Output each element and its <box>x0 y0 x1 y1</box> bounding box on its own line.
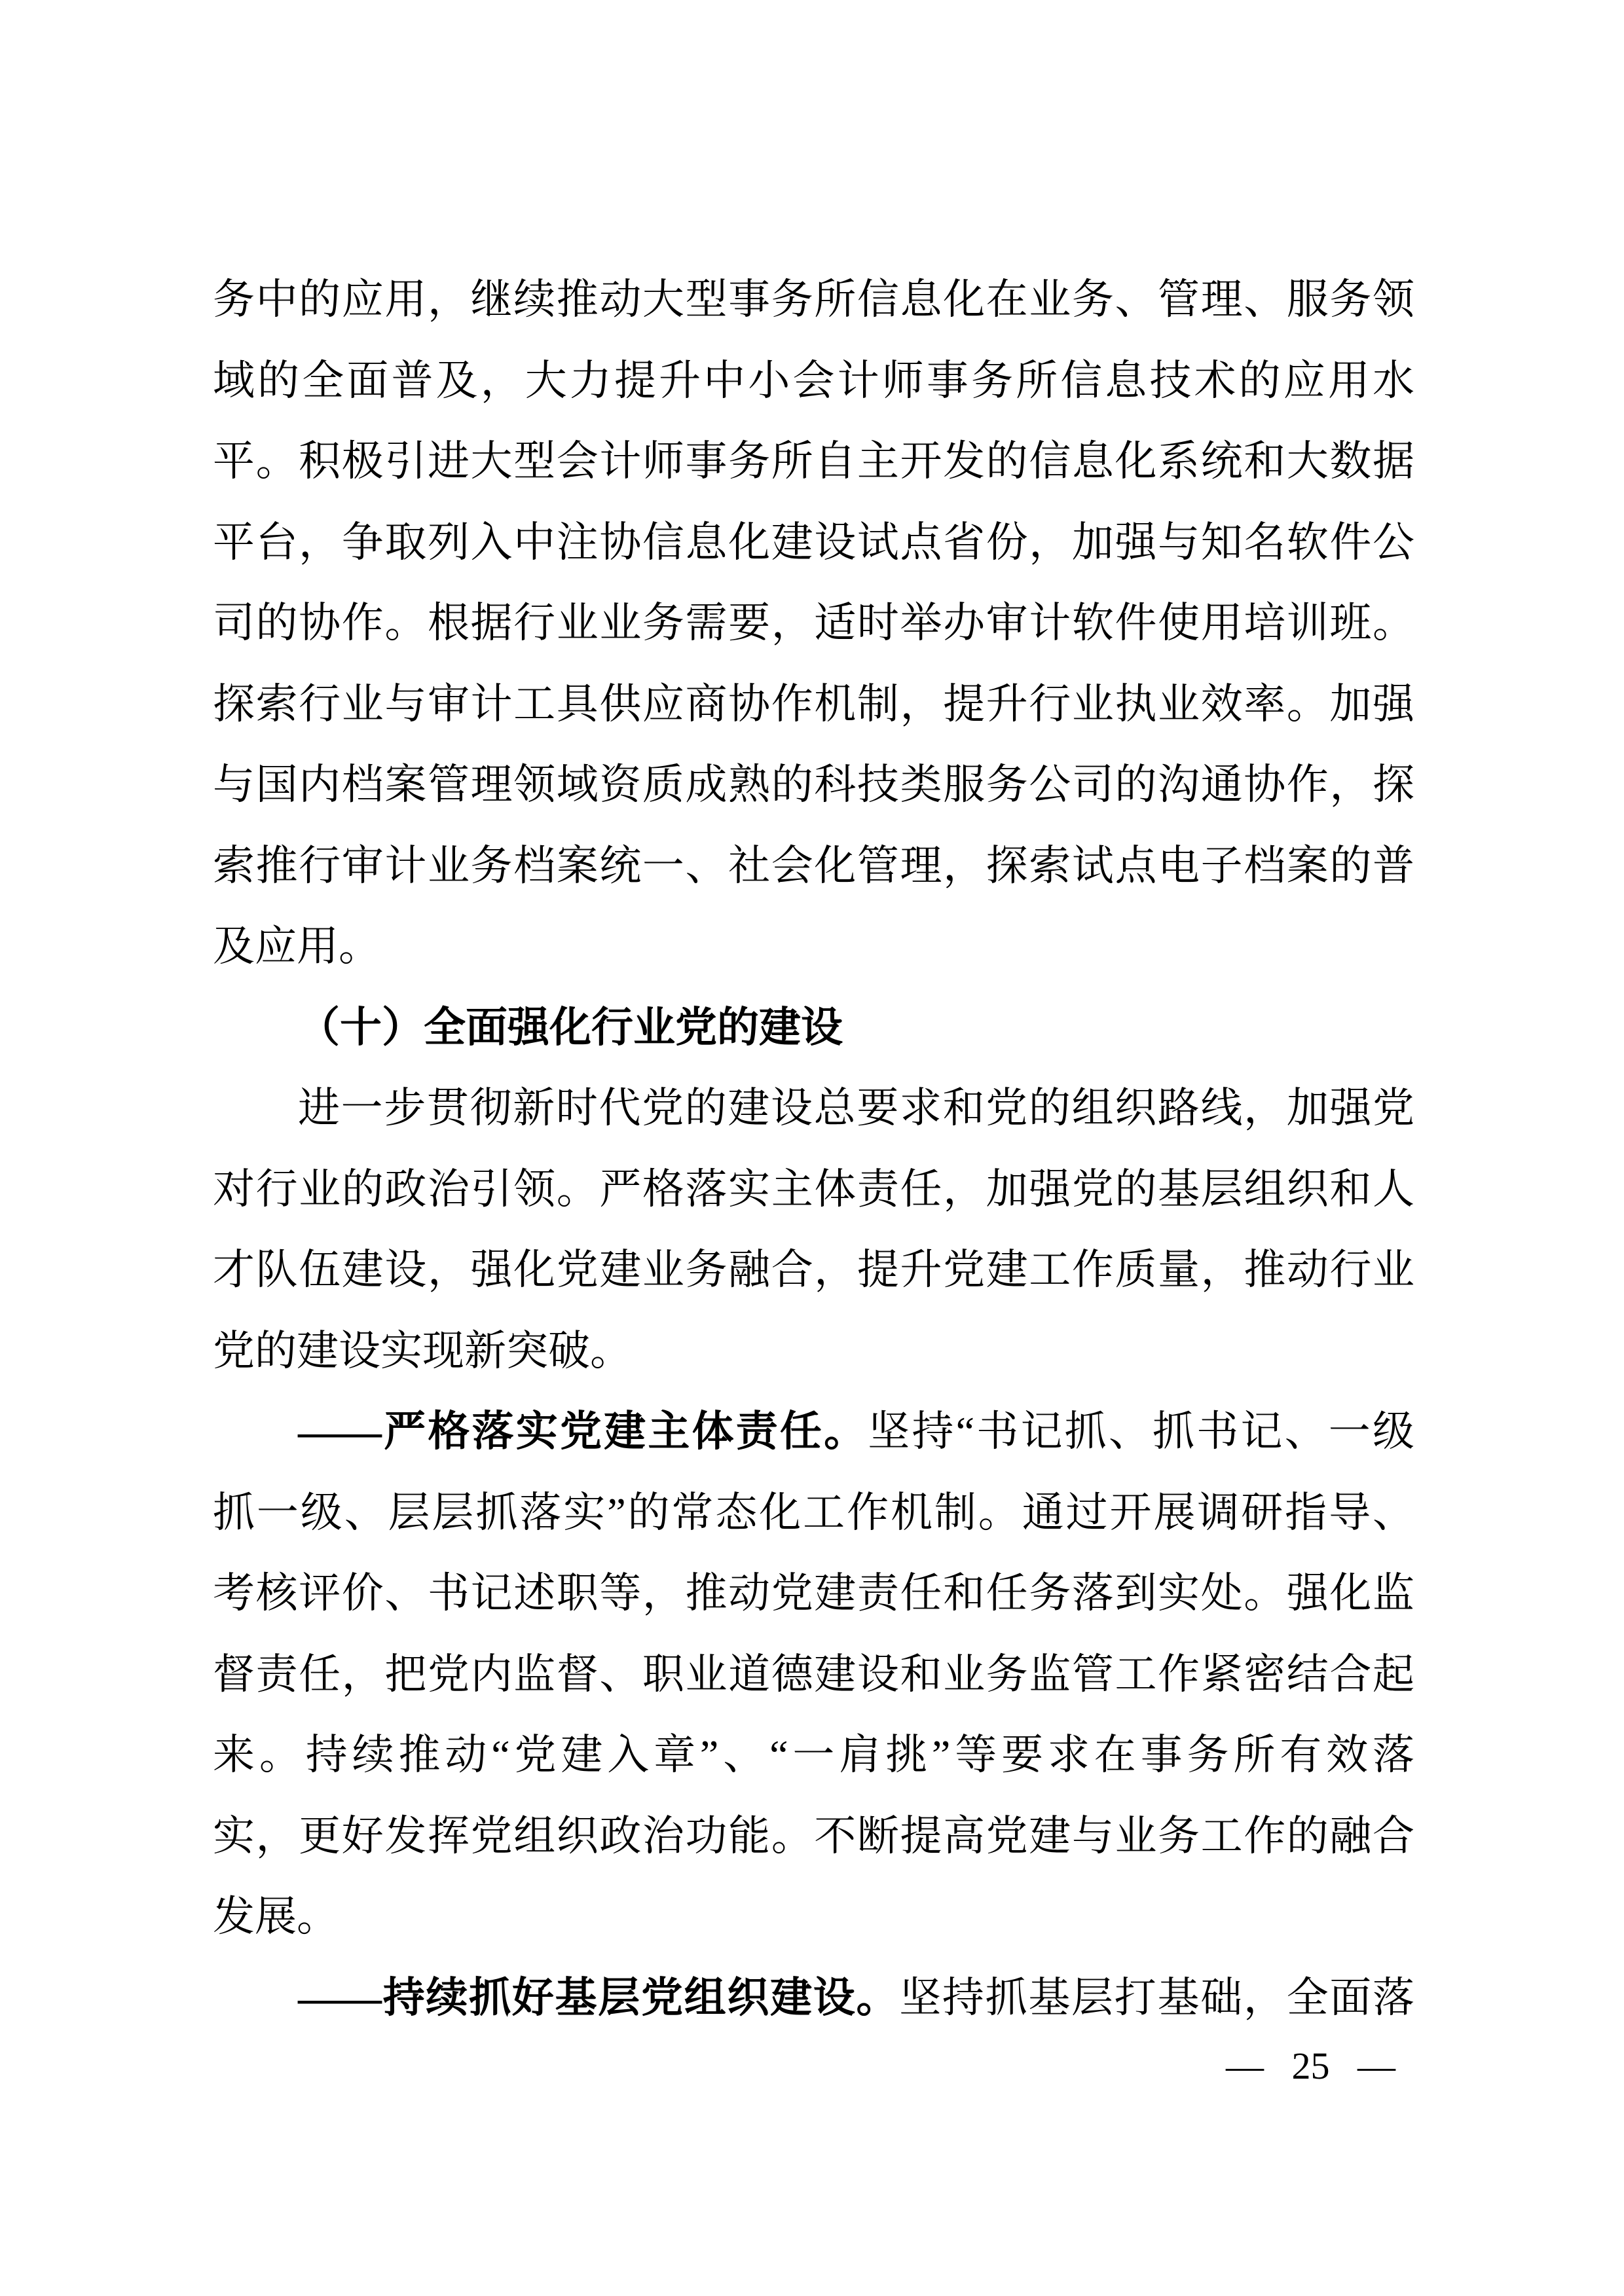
text-segment: 来。持续推动“党建入章”、“一肩挑”等要求在事务所有效落 <box>213 1732 1414 1778</box>
text-segment: 平台，争取列入中注协信息化建设试点省份，加强与知名软件公 <box>213 519 1414 566</box>
page-number: — 25 — <box>1226 2045 1395 2087</box>
text-line <box>213 421 1414 502</box>
document-body <box>213 259 1414 2038</box>
text-line <box>213 1796 1414 1877</box>
text-line <box>213 1634 1414 1715</box>
text-line <box>213 1553 1414 1634</box>
text-line <box>213 259 1414 340</box>
text-line <box>213 744 1414 826</box>
text-segment: 抓一级、层层抓落实”的常态化工作机制。通过开展调研指导、 <box>213 1489 1414 1536</box>
text-segment: 探索行业与审计工具供应商协作机制，提升行业执业效率。加强 <box>213 680 1414 727</box>
text-segment: 发展。 <box>213 1893 339 1940</box>
text-segment: 督责任，把党内监督、职业道德建设和业务监管工作紧密结合起 <box>213 1650 1414 1698</box>
text-segment: 索推行审计业务档案统一、社会化管理，探索试点电子档案的普 <box>213 842 1414 889</box>
text-line <box>213 1391 1414 1472</box>
text-segment: 与国内档案管理领域资质成熟的科技类服务公司的沟通协作，探 <box>213 761 1414 808</box>
text-line <box>213 987 1414 1068</box>
text-line <box>213 340 1414 422</box>
text-line <box>213 1472 1414 1554</box>
text-segment: 务中的应用，继续推动大型事务所信息化在业务、管理、服务领 <box>213 276 1414 323</box>
text-line <box>213 906 1414 987</box>
bold-text-segment: ——严格落实党建主体责任。 <box>298 1408 868 1455</box>
text-segment: 域的全面普及，大力提升中小会计师事务所信息技术的应用水 <box>213 357 1414 404</box>
text-line <box>213 583 1414 664</box>
text-segment: 平。积极引进大型会计师事务所自主开发的信息化系统和大数据 <box>213 438 1414 484</box>
text-segment: 及应用。 <box>213 923 380 970</box>
text-segment: 对行业的政治引领。严格落实主体责任，加强党的基层组织和人 <box>213 1165 1414 1212</box>
text-segment: 实，更好发挥党组织政治功能。不断提高党建与业务工作的融合 <box>213 1812 1414 1859</box>
text-segment: 才队伍建设，强化党建业务融合，提升党建工作质量，推动行业 <box>213 1247 1414 1293</box>
text-line <box>213 1958 1414 2039</box>
text-segment: 司的协作。根据行业业务需要，适时举办审计软件使用培训班。 <box>213 600 1414 646</box>
text-line <box>213 826 1414 907</box>
text-segment: 进一步贯彻新时代党的建设总要求和党的组织路线，加强党 <box>298 1085 1414 1131</box>
text-line <box>213 1230 1414 1311</box>
text-line <box>213 664 1414 745</box>
text-segment: 坚持“书记抓、抓书记、一级 <box>868 1408 1414 1455</box>
text-line <box>213 502 1414 583</box>
text-line <box>213 1311 1414 1392</box>
text-line <box>213 1149 1414 1230</box>
text-segment: 坚持抓基层打基础，全面落 <box>899 1974 1415 2021</box>
text-segment: 考核评价、书记述职等，推动党建责任和任务落到实处。强化监 <box>213 1570 1414 1616</box>
text-segment: 党的建设实现新突破。 <box>213 1327 632 1374</box>
bold-text-segment: ——持续抓好基层党组织建设。 <box>298 1974 900 2021</box>
text-line <box>213 1715 1414 1796</box>
bold-text-segment: （十）全面强化行业党的建设 <box>298 1004 843 1051</box>
text-line <box>213 1068 1414 1149</box>
text-line <box>213 1876 1414 1958</box>
